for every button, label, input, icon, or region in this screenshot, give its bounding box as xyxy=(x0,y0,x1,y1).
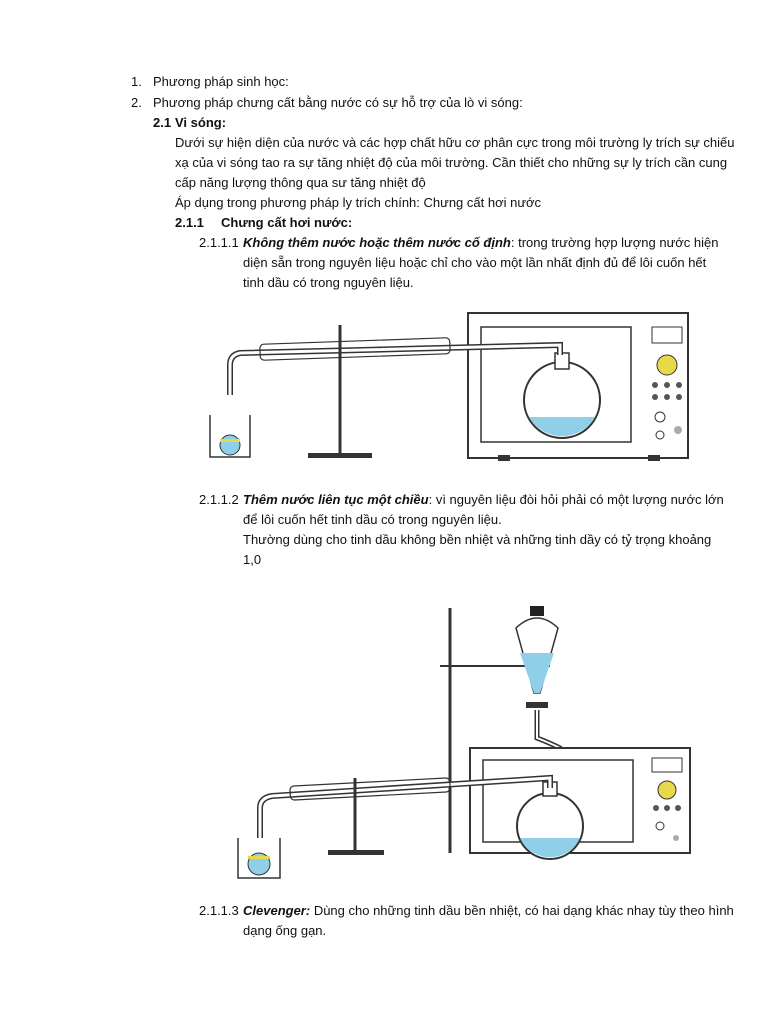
stand-base xyxy=(328,850,384,855)
figure-continuous-water xyxy=(220,598,700,883)
list-text: Phương pháp chưng cất bằng nước có sự hỗ trợ của lò vi sóng: xyxy=(153,95,523,110)
paragraph-line: xạ của vi sóng tao ra sự tăng nhiệt độ của môi trường. Cần thiết cho những sự ly trích cần cung xyxy=(175,155,728,170)
subsection-text: Dùng cho những tinh dầu bền nhiệt, có hai dạng khác nhay tùy theo hình xyxy=(310,903,734,918)
receiver-flask xyxy=(220,435,240,455)
subsection-text: : trong trường hợp lượng nước hiện xyxy=(510,235,719,250)
subsection-title: Thêm nước liên tục một chiều xyxy=(243,492,429,507)
subsection-2-1-1-2 xyxy=(199,491,724,509)
section-2-1 xyxy=(153,114,227,132)
section-number: 2.1.1.2 xyxy=(199,492,239,507)
funnel-stopcock xyxy=(526,702,548,708)
paragraph-line: để lôi cuốn hết tinh dầu có trong nguyên liệu. xyxy=(243,512,502,527)
section-title: Vi sóng: xyxy=(175,115,227,130)
stand-base xyxy=(308,453,372,458)
subsection-title: Clevenger: xyxy=(243,903,311,918)
paragraph-line: Áp dụng trong phương pháp ly trích chính: Chưng cất hơi nước xyxy=(175,195,542,210)
section-2-1-1 xyxy=(175,214,353,232)
subsection-2-1-1-1 xyxy=(199,234,719,252)
list-number: 1. xyxy=(131,74,142,89)
section-number: 2.1.1.3 xyxy=(199,903,239,918)
paragraph-line: dạng ống gạn. xyxy=(243,923,327,938)
microwave-display xyxy=(652,327,682,343)
microwave-knob xyxy=(657,355,677,375)
paragraph-line: cấp năng lượng thông qua sư tăng nhiệt độ xyxy=(175,175,426,190)
list-text: Phương pháp sinh học: xyxy=(153,74,289,89)
paragraph-line: Dưới sự hiện diện của nước và các hợp chất hữu cơ phân cực trong môi trường ly trích sự chiếu xyxy=(175,135,735,150)
list-number: 2. xyxy=(131,95,142,110)
microwave-display xyxy=(652,758,682,772)
subsection-title: Không thêm nước hoặc thêm nước cố định xyxy=(243,235,511,250)
section-title: Chưng cất hơi nước: xyxy=(221,215,353,230)
funnel-liquid xyxy=(520,653,554,693)
subsection-text: : vì nguyên liệu đòi hỏi phải có một lượng nước lớn xyxy=(428,492,724,507)
section-number: 2.1.1 xyxy=(175,215,204,230)
paragraph-line: diện sẵn trong nguyên liệu hoặc chỉ cho vào một lần nhất định đủ để lôi cuốn hết xyxy=(243,255,707,270)
flask-liquid xyxy=(520,838,580,857)
list-item-1 xyxy=(131,73,289,91)
figure-distillation-microwave xyxy=(200,305,700,470)
paragraph-line: tinh dầu có trong nguyên liệu. xyxy=(243,275,414,290)
section-number: 2.1 xyxy=(153,115,172,130)
list-item-2 xyxy=(131,94,523,112)
subsection-2-1-1-3 xyxy=(199,902,734,920)
funnel-stopper xyxy=(530,606,544,616)
section-number: 2.1.1.1 xyxy=(199,235,239,250)
paragraph-line: Thường dùng cho tinh dầu không bền nhiệt và những tinh dầy có tỷ trọng khoảng xyxy=(243,532,712,547)
paragraph-line: 1,0 xyxy=(243,552,262,567)
